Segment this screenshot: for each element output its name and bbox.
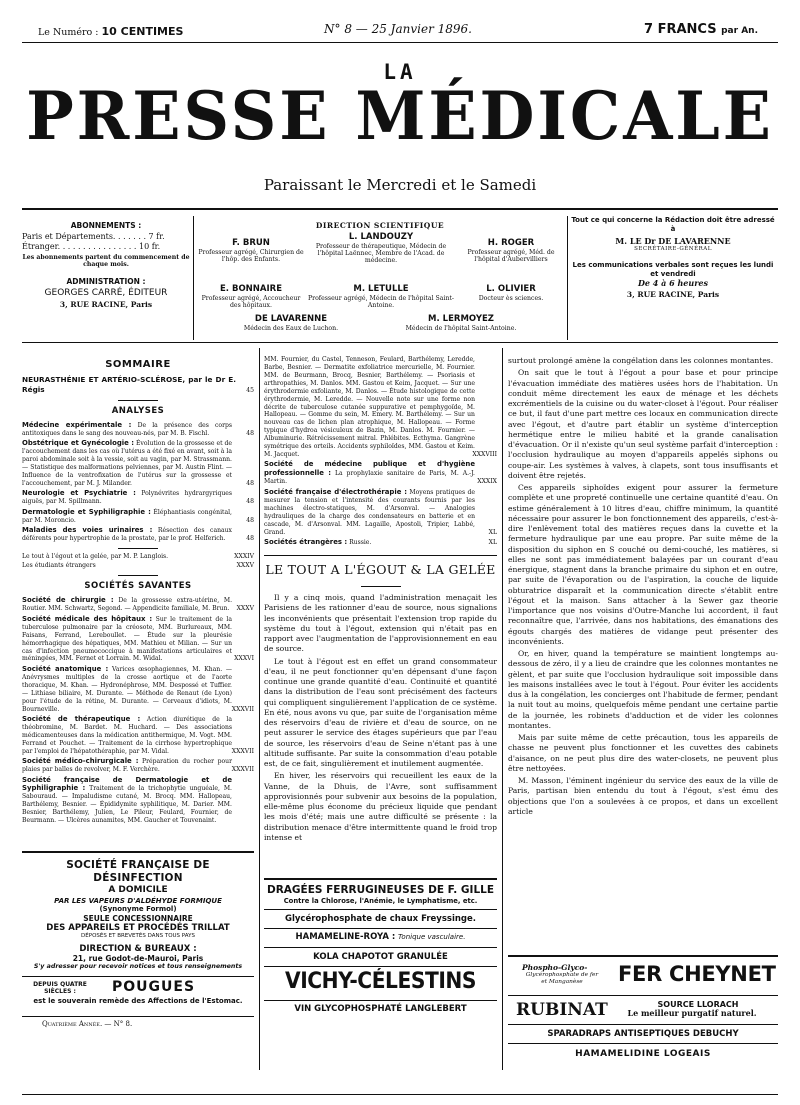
summary-extra: Les étudiants étrangers XXXV (22, 562, 254, 570)
subscription-price: 7 FRANCS par An. (644, 22, 758, 37)
article-paragraph: M. Masson, l'éminent ingénieur du service des eaux de la ville de Paris, partisan bien entendu du tout à l'égout, s'est ému des objections que l'on a soulevées à ce propos, et dans un excellent article (508, 776, 778, 816)
footer-year: Quatrième Année. — N° 8. (22, 1016, 254, 1029)
ad-pougues: DEPUIS QUATRE SIÈCLES : POUGUES est le souverain remède des Affections de l'Estomac. (22, 976, 254, 1010)
price (38, 25, 183, 39)
page-number: XXXIV (234, 553, 254, 561)
page-number: XXXV (236, 605, 254, 613)
page-number: XXXVI (234, 655, 254, 663)
right-column (508, 356, 778, 819)
ad-debuchy: SPARADRAPS ANTISEPTIQUES DEBUCHY (547, 1029, 739, 1039)
societe-entry: Société de chirurgie : De la grossesse extra-utérine, M. Routier. MM. Schwartz, Segond. — Appendicite familiale, M. Brun. XXXV (22, 596, 254, 613)
societe-entry: Sociétés étrangères : Russie. XL (264, 537, 497, 546)
article-paragraph: On sait que le tout à l'égout a pour base et pour principe l'évacuation immédiate des matières usées hors de l'habitation. Un conduit même directement les eaux de ménage et les déchets excrémentiels de la cuisine ou du water-closet à l'égout. Pour réaliser ce but, il faut d'une part mettre ces locaux en communication directe avec l'égout, et d'autre part établir un système d'interception hermétique entre le milieu habité et la grande canalisation d'évacuation. Or il n'existe qu'un seul système parfait d'interception : l'occlusion hydraulique au moyen d'appareils appelés siphons ou coupe-air. Les systèmes à valves, à clapets, sont tous insuffisants et doivent être rejetés. (508, 368, 778, 480)
director-entry: DE LAVARENNE Médecin des Eaux de Luchon. (243, 314, 339, 332)
page-number: XL (488, 538, 497, 546)
page-number: XXXVII (231, 747, 254, 755)
article-paragraph: Le tout à l'égout est en effet un grand consommateur d'eau, il ne peut fonctionner qu'en dépensant d'une façon continue une grande quantité d'eau. Continuité et quantité dans la distribution de l'eau sont précisément des facteurs qui compliquent singulièrement l'application de ce système. En été, nous avons vu que, par suite de l'organisation même des réservoirs d'eau de rivière et d'eau de source, on ne peut assurer le service des étages supérieurs que par l'eau de source, les réservoirs d'eau de Seine n'étant pas à une altitude suffisante. Par suite la consommation d'eau potable est, de ce fait, singulièrement et inutilement augmentée. (264, 656, 497, 769)
direction-heading: DIRECTION SCIENTIFIQUE (315, 221, 445, 230)
ad-vichy: VICHY-CÉLESTINS (284, 969, 477, 995)
ads-middle: DRAGÉES FERRUGINEUSES DE F. GILLE Contre la Chlorose, l'Anémie, le Lymphatisme, etc. Glycérophosphate de chaux Freyssinge. HAMAMELINE-ROYA : Tonique vasculaire. KOLA CHAPOTOT GRANULÉE VICHY-CÉLESTINS VIN GLYCOPHOSPHATÉ LANGLEBERT (264, 878, 497, 1068)
director-entry: E. BONNAIRE Professeur agrégé, Accoucheur des hôpitaux. (201, 284, 301, 309)
subscription-line: Paris et Départements. . . . . . . 7 fr. (22, 232, 165, 242)
societes-continued (264, 356, 497, 547)
subscription-line: Étranger. . . . . . . . . . . . . . . . 10 fr. (22, 241, 161, 251)
subscriptions-note: Les abonnements partent du commencement de chaque mois. (22, 253, 190, 269)
director-entry: F. BRUN Professeur agrégé, Chirurgien de l'hôp. des Enfants. (198, 238, 304, 263)
visiting-note: Les communications verbales sont reçues les lundi et vendredi (572, 260, 774, 278)
subscriptions-box (22, 221, 190, 309)
ads-right (508, 955, 778, 1070)
summary-column (22, 356, 254, 827)
ad-gille: DRAGÉES FERRUGINEUSES DE F. GILLE (266, 884, 494, 896)
extras-list (22, 553, 254, 570)
societe-entry: Société médico-chirurgicale : Préparation du rocher pour plaies par balles de revolver, M. F. Verchère. XXXVII (22, 757, 254, 774)
societe-entry: Société française de Dermatologie et de Syphiligraphie : Traitement de la trichophytie unguéale, M. Sabouraud. — Impaludisme cutané, M. Brocq. MM. Hallopeau, Barthélemy, Besnier. — Épididymite syphilitique, M. Darier. MM. Besnier, Barthélemy, Julien, Le Pileur, Feulard, Fournier, de Beurmann. — Ulcères aunamites, MM. Gaucher et Touvenaint. (22, 775, 232, 825)
divider (193, 216, 194, 340)
ad-freyssinge: Glycérophosphate de chaux Freyssinge. (284, 914, 476, 925)
societe-entry: Société française d'électrothérapie : Moyens pratiques de mesurer la tension et l'intensité des courants fournis par les machines électro-statiques, M. d'Arsonval. — Analogies hydrauliques de la charge des condensateurs en batterie et en cascade, M. d'Arsonval. MM. Lagaille, Apostoli, Tripier, Labbé, Grand. XL (264, 487, 497, 536)
top-bar (38, 22, 758, 38)
analyses-heading: ANALYSES (111, 405, 165, 416)
admin-heading: ADMINISTRATION : (66, 276, 146, 286)
ad-hamameline: HAMAMELINE-ROYA : Tonique vasculaire. (295, 932, 466, 943)
editorial-address: 3, RUE RACINE, Paris (626, 290, 720, 300)
divider (567, 216, 568, 340)
page-number: 48 (246, 535, 254, 543)
societe-entry: Société de thérapeutique : Action diurétique de la théobromine, M. Bardet. M. Huchard. — Des associations médicamenteuses dans la médication antithermique, M. Vogt. MM. Ferrand et Pouchet. — Traitement de la cirrhose hypertrophique par l'emploi de l'hépatothéraphie, par M. Vidal. XXXVII (22, 714, 254, 755)
page-number: XXXV (236, 562, 254, 570)
ad-rubinat: RUBINAT SOURCE LLORACH Le meilleur purgatif naturel. (516, 1000, 757, 1020)
article-paragraph: Il y a cinq mois, quand l'administration menaçait les Parisiens de les rationner d'eau de source, nous signalions les inconvénients que présentait l'extension trop rapide du système du tout à l'égout, extension qui n'était pas en rapport avec l'augmentation de l'approvisionnement en eau de source. (264, 593, 497, 654)
masthead-title: PRESSE MÉDICALE (26, 77, 774, 155)
divider (22, 208, 778, 210)
director-entry: L. OLIVIER Docteur ès sciences. (478, 284, 544, 302)
analysis-entry: Médecine expérimentale : De la présence des corps antitoxiques dans le sang des nouveau-nés, par M. B. Fischl. 48 (22, 420, 254, 437)
ad-vin: VIN GLYCOPHOSPHATÉ LANGLEBERT (294, 1003, 467, 1014)
issue-number: N° 8 — 25 Janvier 1896. (324, 22, 472, 36)
director-entry: H. ROGER Professeur agrégé, Méd. de l'hôpital d'Aubervilliers (467, 238, 555, 263)
price-value: 10 CENTIMES (101, 25, 184, 38)
subscriptions-heading: ABONNEMENTS : (70, 221, 142, 230)
article-paragraph: surtout prolongé amène la congélation dans les colonnes montantes. (508, 356, 774, 365)
page-number: 48 (246, 429, 254, 437)
article-paragraph: En hiver, les réservoirs qui recueillent les eaux de la Vanne, de la Dhuis, de l'Avre, sont suffisamment approvisionnés pour subvenir aux besoins de la population, elle-même plus économe du précieux liquide que pendant les mois d'été; mais une autre difficulté se présente : la distribution menace d'être intermittente quand le froid trop intense et (264, 771, 497, 842)
analysis-entry: Neurologie et Psychiatrie : Polynévrites hydrargyriques aiguës, par M. Spillmann. 48 (22, 489, 254, 506)
article-title: LE TOUT A L'ÉGOUT & LA GELÉE (265, 561, 496, 577)
ad-desinfection: SOCIÉTÉ FRANÇAISE DE DÉSINFECTION A DOMICILE PAR LES VAPEURS D'ALDÉHYDE FORMIQUE (Synonyme Formol) SEULE CONCESSIONNAIRE DES APPAREILS ET PROCÉDÉS TRILLAT DÉPOSÉS ET BREVETÉS DANS TOUS PAYS DIRECTION & BUREAUX : 21, rue Godot-de-Mauroi, Paris S'y adresser pour recevoir notices et tous renseignements DEPUIS QUATRE SIÈCLES : POUGUES est le souverain remède des Affections de l'Estomac. Quatrième Année. — N° 8. (22, 851, 254, 1073)
analysis-entry: Maladies des voies urinaires : Résection des canaux déférents pour hypertrophie de la prostate, par le prof. Helferich. 48 (22, 526, 254, 543)
summary-lead: NEURASTHÉNIE ET ARTÉRIO-SCLÉROSE, par le Dr E. Régis 45 (22, 375, 254, 394)
editorial-box (570, 216, 776, 299)
ad-logeais: HAMAMELIDINE LOGEAIS (575, 1049, 711, 1060)
editor-name: M. LE Dr DE LAVARENNE (615, 235, 731, 246)
page-number: XXXVIII (472, 451, 497, 459)
divider (22, 1094, 778, 1095)
scientific-direction (196, 221, 564, 342)
middle-column (264, 356, 497, 845)
page-number: 48 (246, 498, 254, 506)
societe-entry: Société médicale des hôpitaux : Sur le traitement de la tuberculose pulmonaire par la créosote, MM. Burlureaux, MM. Faisans, Ferrand, Lereboullet. — Étude sur la pleurésie hémorrhagique des hépatiques, MM. Mathieu et Milian. — Sur un cas d'infection pneumococcique à manifestations articulaires et méningées, MM. Fernet et Lorrain. M. Widal. XXXVI (22, 614, 254, 663)
page-number: XL (488, 528, 497, 536)
director-entry: M. LERMOYEZ Médecin de l'hôpital Saint-Antoine. (405, 314, 517, 332)
societe-entry: Société anatomique : Varices œsophagiennes, M. Khan. — Anévrysmes multiples de la crosse aortique et de l'aorte thoracique, M. Khan. — Hydronéphrose, MM. Despossé et Tuffier. — Lithiase biliaire, M. Durante. — Méthode de Renaut (de Lyon) pour l'étude de la rétine, M. Durante. — Cerveaux d'idiots, M. Bourneville. XXXVII (22, 664, 254, 713)
divider (22, 42, 778, 43)
article-body-part2 (508, 356, 778, 817)
societes-heading: SOCIÉTÉS SAVANTES (84, 581, 192, 592)
page-number: XXXVII (231, 705, 254, 713)
summary-heading: SOMMAIRE (105, 359, 171, 370)
ad-cheynet: Phospho-Glyco- Glycérophosphate de fer et Manganèse FER CHEYNET (522, 962, 776, 986)
divider (22, 342, 778, 343)
societes-list (22, 596, 254, 825)
analyses-list (22, 421, 254, 543)
ad-kola: KOLA CHAPOTOT GRANULÉE (313, 951, 448, 962)
article-paragraph: Ces appareils siphoïdes exigent pour assurer la fermeture complète et une propreté continuelle une certaine quantité d'eau. On estime généralement à 10 litres d'eau, chiffre minimum, la quantité nécessaire pour assurer le bon fonctionnement des appareils, c'est-à-dire l'enlèvement total des matières reçues dans la cuvette et la fermeture hydraulique par une eau propre. Par suite même de la disposition du siphon en S couché ou demi-couché, les matières, si elles ne sont pas immédiatement balayées par un courant d'eau énergique, stagnent dans la branche primaire du siphon et en outre, par suite de l'évaporation ou de l'aspiration, la couche de liquide obturatrice disparaît et la communication directe s'établit entre l'égout et la maison. Sans attacher à la Sewer gaz theorie l'importance que nos voisins d'Outre-Manche lui accordent, il faut reconnaître que, l'arrivée, dans nos habitations, des émanations des égouts chargés des matières de vidange peut présenter des inconvénients. (508, 483, 778, 646)
director-entry: M. LETULLE Professeur agrégé, Médecin de l'hôpital Saint-Antoine. (307, 284, 455, 309)
column-rule (259, 348, 260, 1070)
page-number: 48 (246, 516, 254, 524)
publisher: GEORGES CARRÉ, ÉDITEUR (44, 287, 168, 298)
analysis-entry: Dermatologie et Syphiligraphie : Éléphantiasis congénital, par M. Moroncio. 48 (22, 507, 254, 524)
article-paragraph: Or, en hiver, quand la température se maintient longtemps au-dessous de zéro, il y a lieu de craindre que les colonnes montantes ne gèlent, et par suite que l'occlusion hydraulique soit impossible dans les maisons installées avec le tout à l'égout. Pour éviter les accidents dus à la congélation, les concierges ont l'habitude de fermer, pendant la nuit tout au moins, quelquefois même pendant une certaine partie de la journée, les robinets d'adduction et de vider les colonnes montantes. (508, 649, 778, 730)
masthead-subtitle: Paraissant le Mercredi et le Samedi (263, 176, 537, 194)
analysis-entry: Obstétrique et Gynécologie : Évolution de la grossesse et de l'accouchement dans les cas où l'utérus a été fixé en avant, soit à la paroi abdominale soit à la vessie, soit au vagin, par M. Strassmann. — Statistique des malformations pelviennes, par M. Austin Flint. — Influence de la ventrofixation de l'utérus sur la grossesse et l'accouchement, par M. J. Milander. 48 (22, 439, 254, 487)
price-label: Le Numéro : (38, 27, 99, 38)
article-paragraph: Mais par suite même de cette précaution, tous les appareils de chasse ne peuvent plus fonctionner et les cuvettes des cabinets d'aisance, on ne peut plus dire des water-closets, ne peuvent plus être nettoyées. (508, 733, 778, 773)
masthead-article: LA (383, 60, 417, 84)
column-rule (502, 348, 503, 1070)
societe-entry: Société de médecine publique et d'hygiène professionnelle : La prophylaxie sanitaire de Paris, M. A.-J. Martin. XXXIX (264, 460, 497, 486)
page-number: XXXVII (231, 766, 254, 774)
page-number: 48 (246, 479, 254, 487)
publisher-address: 3, RUE RACINE, Paris (59, 299, 153, 309)
director-entry: L. LANDOUZY Professeur de thérapeutique, Médecin de l'hôpital Laënnec, Membre de l'Acad. de médecine. (315, 232, 447, 265)
visiting-hours: De 4 à 6 heures (637, 278, 708, 289)
editor-role: SECRÉTAIRE-GÉNÉRAL (634, 246, 712, 253)
article-body-part1 (264, 593, 497, 843)
summary-extra: Le tout à l'égout et la gelée, par M. P. Langlois. XXXIV (22, 553, 254, 561)
editorial-note: Tout ce qui concerne la Rédaction doit être adressé à (571, 216, 775, 233)
page-number: XXXIX (477, 478, 497, 486)
societe-entry: MM. Fournier, du Castel, Tenneson, Feulard, Barthélemy, Leredde, Barbe, Besnier. — Dermatite exfoliatrice mercurielle, M. Fournier. MM. de Beurmann, Brocq, Besnier, Barthélemy. — Psoriasis et arthropathies, M. Danlos. MM. Gastou et Keim, Jacquet. — Sur une érythrodermie exfoliante, M. Danlos. — Étude histologique de cette érythrodermie, M. Leredde. — Nouvelle note sur une forme non décrite de tuberculose cutanée suppurative et pemphygoïde, M. Hallopeau. — Gomme du sein, M. Emery. M. Barthélemy. — Sur un nouveau cas de lichen plan atrophique, M. Hallopeau. — Forme typique d'hydroa vésiculeux de Bazin, M. Danlos. M. Fournier. — Albuminurie. Rétrécissement mitral. Phlébites. Ecthyma. Gangrène symétrique des orteils. Accidents syphiloïdes, MM. Gastou et Keim. M. Jacquet. XXXVIII (264, 356, 497, 459)
